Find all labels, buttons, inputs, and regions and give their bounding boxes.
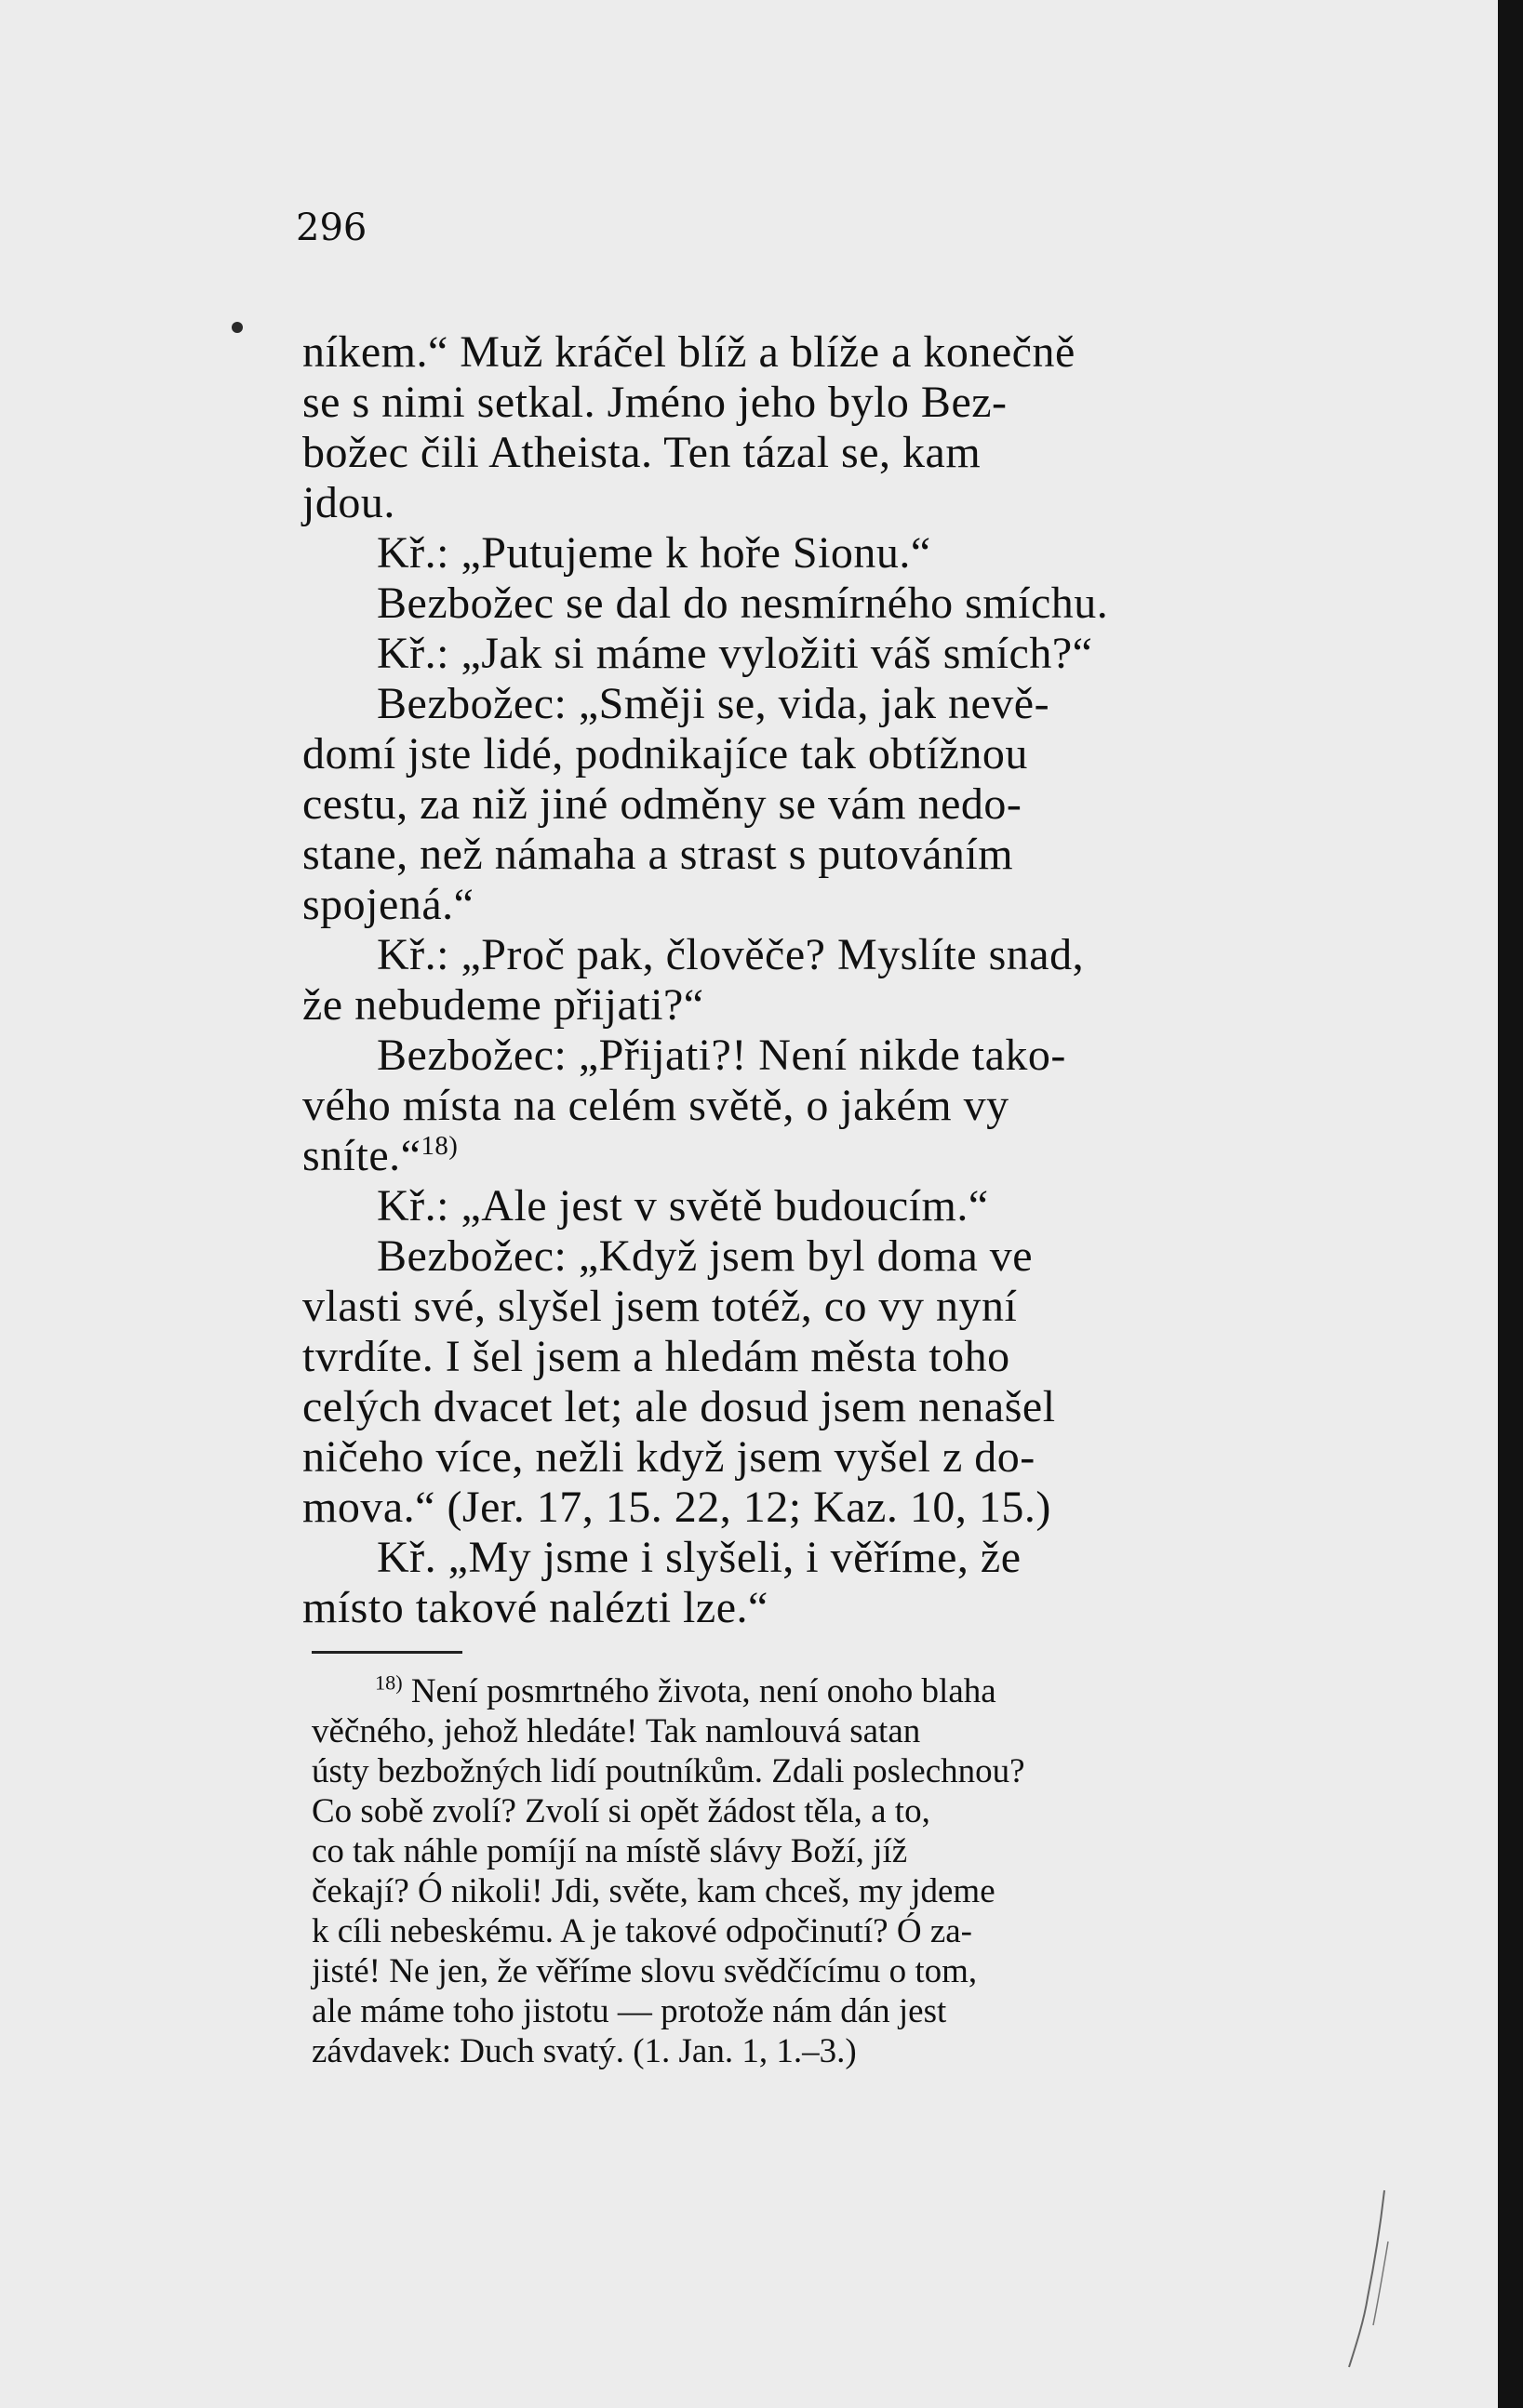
text-fragment: sníte.“ (302, 1131, 421, 1180)
text-line: níkem.“ Muž kráčel blíž a blíže a konečně (302, 327, 1075, 377)
page-number: 296 (296, 206, 367, 249)
text-line: Kř.: „Ale jest v světě budoucím.“ (377, 1181, 989, 1231)
text-line: Bezbožec: „Když jsem byl doma ve (377, 1231, 1034, 1281)
ink-speck (232, 322, 243, 333)
footnote-line: jisté! Ne jen, že věříme slovu svědčícímu o tom, (312, 1952, 978, 1990)
text-line: jdou. (302, 478, 395, 527)
text-line: se s nimi setkal. Jméno jeho bylo Bez- (302, 378, 1008, 427)
footnote-line: čekají? Ó nikoli! Jdi, světe, kam chceš, my jdeme (312, 1872, 995, 1910)
pencil-scribble (1340, 2186, 1396, 2372)
text-line: tvrdíte. I šel jsem a hledám města toho (302, 1332, 1010, 1381)
footnote-line: věčného, jehož hledáte! Tak namlouvá satan (312, 1712, 921, 1750)
footnote-line: co tak náhle pomíjí na místě slávy Boží, jíž (312, 1832, 908, 1870)
text-line: že nebudeme přijati?“ (302, 980, 704, 1030)
footnote-line: ústy bezbožných lidí poutníkům. Zdali poslechnou? (312, 1752, 1025, 1790)
text-line: celých dvacet let; ale dosud jsem nenašel (302, 1382, 1056, 1431)
text-line: ničeho více, nežli když jsem vyšel z do- (302, 1432, 1035, 1482)
footnote-line: ale máme toho jistotu — protože nám dán jest (312, 1992, 947, 2030)
footnote-line: Co sobě zvolí? Zvolí si opět žádost těla, a to, (312, 1792, 930, 1830)
footnote-line: k cíli nebeskému. A je takové odpočinutí? Ó za- (312, 1912, 972, 1950)
text-line: Bezbožec se dal do nesmírného smíchu. (377, 579, 1109, 628)
footnote-divider (312, 1651, 462, 1654)
text-line: spojená.“ (302, 880, 474, 929)
text-line: místo takové nalézti lze.“ (302, 1583, 768, 1632)
footnote-marker: 18) (375, 1670, 403, 1695)
text-line: božec čili Atheista. Ten tázal se, kam (302, 428, 982, 477)
text-line: Kř. „My jsme i slyšeli, i věříme, že (377, 1533, 1022, 1582)
footnote (312, 1671, 1298, 2071)
text-line: mova.“ (Jer. 17, 15. 22, 12; Kaz. 10, 15.) (302, 1483, 1051, 1532)
scan-edge (1498, 0, 1523, 2408)
text-line: Kř.: „Putujeme k hoře Sionu.“ (377, 528, 931, 578)
footnote-line (312, 1671, 1298, 1711)
text-line: Bezbožec: „Směji se, vida, jak nevě- (377, 679, 1050, 728)
footnote-reference: 18) (421, 1131, 459, 1161)
text-line: vlasti své, slyšel jsem totéž, co vy nyní (302, 1282, 1018, 1331)
footnote-line: závdavek: Duch svatý. (1. Jan. 1, 1.–3.) (312, 2032, 857, 2070)
text-line: cestu, za niž jiné odměny se vám nedo- (302, 779, 1022, 829)
text-line: stane, než námaha a strast s putováním (302, 830, 1014, 879)
text-line: Kř.: „Proč pak, člověče? Myslíte snad, (377, 930, 1085, 979)
main-text (302, 327, 1281, 1633)
footnote-text: Není posmrtného života, není onoho blaha (410, 1672, 996, 1710)
text-line-with-note (302, 1131, 1281, 1181)
text-line: domí jste lidé, podnikajíce tak obtížnou (302, 729, 1028, 778)
text-line: Bezbožec: „Přijati?! Není nikde tako- (377, 1031, 1066, 1080)
text-line: Kř.: „Jak si máme vyložiti váš smích?“ (377, 629, 1093, 678)
text-line: vého místa na celém světě, o jakém vy (302, 1081, 1009, 1130)
